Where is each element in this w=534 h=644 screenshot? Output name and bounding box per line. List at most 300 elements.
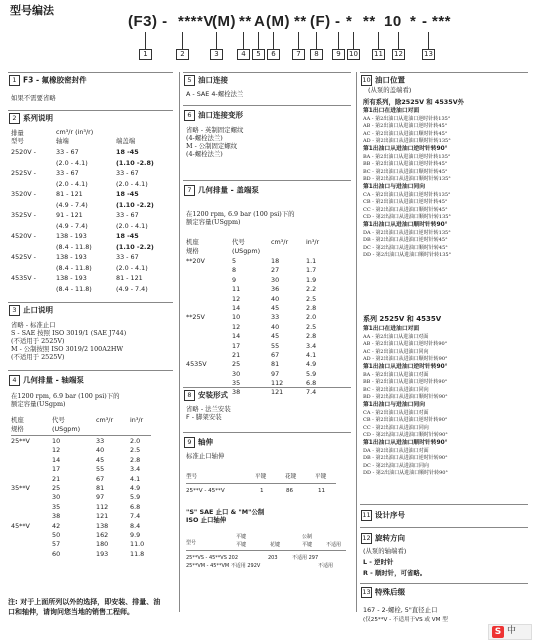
cover-end-range: 33 - 67 <box>116 169 139 177</box>
shaft-end-range: 81 - 121 <box>56 190 83 198</box>
table-cell: 10 <box>52 437 61 445</box>
table-row <box>11 531 171 540</box>
code-box: 9 <box>332 49 345 60</box>
group-heading: 第1出油口与进油口同向 <box>363 183 426 190</box>
table-cell: 5 <box>232 257 237 265</box>
table-cell: 138 <box>96 521 109 530</box>
table-cell: 67 <box>271 350 280 359</box>
table-cell: 180 <box>96 540 109 549</box>
list-item: AD - 第2出油口从进油口顺时针转90° <box>363 356 448 363</box>
group-heading: 第1出油口从进油口逆时针转90° <box>363 145 448 152</box>
table-cell: 18 <box>271 257 280 265</box>
code-part: - <box>422 13 428 30</box>
table-cell: 121 <box>96 512 109 521</box>
list-item: AA - 第2出油口从进油口逆时针转135° <box>363 115 451 122</box>
s4-hdr: (USgpm) <box>52 425 81 433</box>
table-row <box>11 159 171 170</box>
shaft-end-range: (4.9 - 7.4) <box>56 221 88 230</box>
table-cell: 45**V <box>11 521 30 530</box>
section-13-title: 13 特殊后缀 <box>362 587 405 597</box>
table-cell: 40 <box>271 294 280 303</box>
table-row <box>11 512 171 521</box>
s4-intro: 在1200 rpm, 6.9 bar (100 psi)下的 额定容量(USgpm) <box>11 392 120 408</box>
s9-cell: 86 <box>286 488 294 494</box>
table-cell: 9 <box>232 275 237 284</box>
table-row <box>11 540 171 549</box>
table-cell: 42 <box>52 521 61 530</box>
table-row <box>186 266 346 275</box>
footer-note: 注: 对于上面所列以外的选择，即安装、排量、油 口和轴伸，请询问您当地的销售工程师。 <box>8 598 161 616</box>
table-cell: 14 <box>232 332 241 341</box>
s13-lines: 167 - 2-螺栓, 5"直径止口 (仅25**V - 不适用于VS 或 VM 型 <box>363 606 448 623</box>
s5-line: A - SAE 4-螺栓法兰 <box>186 90 244 98</box>
s9-hdr: 平键 <box>315 474 327 480</box>
table-cell: 30 <box>232 369 241 378</box>
shaft-end-range: 91 - 121 <box>56 211 83 219</box>
section-11-title: 11 设计序号 <box>362 510 405 520</box>
table-row <box>11 180 171 191</box>
table-row <box>11 465 171 474</box>
group-heading: 第1出口在进油口对面 <box>363 326 420 332</box>
table-cell: 9.9 <box>130 530 141 539</box>
table-row <box>11 190 171 201</box>
table-row <box>11 211 171 222</box>
s7-hdr: cm³/r <box>271 238 289 246</box>
section-12-title: 12 旋转方向 <box>362 533 405 543</box>
shaft-end-range: (4.9 - 7.4) <box>56 200 88 209</box>
table-row <box>11 456 171 465</box>
table-cell: 3.4 <box>130 465 141 474</box>
table-cell: **25V <box>186 313 205 322</box>
list-item: BD - 第2出油口从进油口顺时针转90° <box>363 394 448 401</box>
series-model: 4535V - <box>11 274 36 282</box>
table-cell: 3.4 <box>306 341 317 350</box>
s6-lines: 省略 - 英制固定螺纹 (4-螺栓法兰) M - 公制固定螺纹 (4-螺栓法兰) <box>186 126 244 158</box>
list-item: CA - 第2出油口从进油口逆时针转135° <box>363 191 451 198</box>
table-cell: 6.8 <box>306 379 317 388</box>
list-item: CA - 第2出油口从进油口对面 <box>363 409 429 416</box>
list-item: DB - 第2出油口从进油口逆时针转45° <box>363 237 448 244</box>
table-cell: 12 <box>232 294 241 303</box>
list-item: DD - 第2出油口从进油口顺时针转90° <box>363 470 448 477</box>
shaft-end-range: (2.0 - 4.1) <box>56 158 88 167</box>
table-cell: 4.1 <box>130 474 141 483</box>
shaft-end-range: 33 - 67 <box>56 169 79 177</box>
table-cell: 21 <box>232 350 241 359</box>
list-item: CC - 第2出油口从进油口顺时针转45° <box>363 206 448 213</box>
list-item: CD - 第2出油口从进油口顺时针转90° <box>363 432 448 439</box>
table-cell: 81 <box>96 483 105 492</box>
list-item: CD - 第2出油口从进油口顺时针转135° <box>363 214 451 221</box>
table-cell: 45 <box>271 303 280 312</box>
code-part: (F) <box>310 13 331 30</box>
s9-cell: 25**VM - 45**VM 不适用 292V <box>186 563 261 569</box>
s9-sub: "S" SAE 止口 & "M"公制 ISO 止口轴伸 <box>186 508 265 524</box>
table-cell: 40 <box>96 446 105 455</box>
s8-lines: 省略 - 法兰安装 F - 脚架安装 <box>186 405 231 421</box>
list-item: BB - 第2出油口从进油口逆时针转90° <box>363 379 448 386</box>
list-item: CB - 第2出油口从进油口逆时针转45° <box>363 199 448 206</box>
table-cell: 2.0 <box>130 437 141 445</box>
table-cell: 33 <box>271 313 280 322</box>
shaft-end-range: 138 - 193 <box>56 232 87 240</box>
port-position-list-2 <box>363 326 528 478</box>
table-row <box>11 264 171 275</box>
section-9-title: 9 轴伸 <box>184 437 213 448</box>
code-part: ** <box>239 13 252 30</box>
table-row <box>186 332 346 341</box>
table-row <box>11 484 171 493</box>
group-heading: 第1出口在进油口对面 <box>363 108 420 114</box>
table-cell: 40 <box>271 322 280 331</box>
table-cell: 2.5 <box>306 322 317 331</box>
table-cell: 11 <box>232 285 241 294</box>
s1-line: 如果不需要省略 <box>11 94 56 102</box>
table-cell: 17 <box>52 465 61 474</box>
s4-hdr: in³/r <box>130 416 144 424</box>
s9-cell: 203 <box>268 555 278 561</box>
cover-end-table <box>186 257 346 398</box>
list-item: DD - 第2出油口从进油口顺时针转135° <box>363 252 452 259</box>
shaft-end-range: 138 - 193 <box>56 253 87 261</box>
table-cell: 67 <box>96 474 105 483</box>
table-cell: 55 <box>271 341 280 350</box>
table-row <box>11 243 171 254</box>
table-row <box>11 550 171 559</box>
list-item: BC - 第2出油口从进油口同向 <box>363 386 429 393</box>
cover-end-range: (1.10 -2.2) <box>116 200 154 209</box>
list-item: CC - 第2出油口从进油口同向 <box>363 424 429 431</box>
list-item: CB - 第2出油口从进油口逆时针转90° <box>363 417 448 424</box>
list-item: AD - 第2出油口从进油口顺时针转135° <box>363 138 451 145</box>
section-5-title: 5 油口连接 <box>184 75 228 86</box>
list-item: DB - 第2出油口从进油口逆时针转90° <box>363 455 448 462</box>
table-row <box>186 313 346 322</box>
table-cell: 11.0 <box>130 540 145 549</box>
code-part: (M) <box>266 13 290 30</box>
watermark-logo <box>488 624 532 640</box>
page-title: 型号编法 <box>10 4 54 17</box>
table-cell: 27 <box>271 266 280 275</box>
table-row <box>11 285 171 296</box>
table-row <box>11 148 171 159</box>
code-part: ** <box>363 13 376 30</box>
cover-end-range: 18 -45 <box>116 232 139 240</box>
code-box: 8 <box>310 49 323 60</box>
code-part: (F3) - <box>128 13 168 30</box>
table-cell: 2.5 <box>130 446 141 455</box>
table-cell: 17 <box>232 341 241 350</box>
table-cell: 193 <box>96 549 109 558</box>
table-cell: 162 <box>96 530 109 539</box>
s3-lines: 省略 - 标准止口 S - SAE 按照 ISO 3019/1 (SAE J744) (不适用于 2525V) M - 公制按照 ISO 3019/2 100A2HW (不适用于 2525V) <box>11 321 127 361</box>
code-box: 2 <box>176 49 189 60</box>
table-cell: 4.1 <box>306 350 317 359</box>
table-cell: 33 <box>96 437 105 445</box>
table-cell: 35 <box>52 502 61 511</box>
port-position-list <box>363 108 528 260</box>
table-cell: 2.0 <box>306 313 317 322</box>
table-cell: 4535V <box>186 360 207 369</box>
s2-hdr: 排量 <box>11 129 24 137</box>
code-box: 7 <box>292 49 305 60</box>
s2-hdr: cm³/r (in³/r) <box>56 128 94 136</box>
group-heading: 第1出油口从进油口顺时针转90° <box>363 439 448 446</box>
code-box: 13 <box>422 49 435 60</box>
list-item: BA - 第2出油口从进油口对面 <box>363 371 429 378</box>
s10-sub: (从泵的盖端看) <box>368 86 412 94</box>
s9-cell: 不适用 <box>318 563 334 569</box>
cover-end-range: 18 -45 <box>116 190 139 198</box>
cover-end-range: 33 - 67 <box>116 211 139 219</box>
shaft-end-range: (8.4 - 11.8) <box>56 284 92 293</box>
list-item: DC - 第2出油口从进油口同向 <box>363 462 429 469</box>
table-row <box>186 323 346 332</box>
table-cell: 97 <box>271 369 280 378</box>
cover-end-range: 18 -45 <box>116 148 139 156</box>
table-cell: 7.4 <box>306 388 317 397</box>
series-model: 4525V - <box>11 253 36 261</box>
group-heading: 第1出油口从进油口逆时针转90° <box>363 363 448 370</box>
code-part: * <box>346 13 353 30</box>
section-8-title: 8 安装形式 <box>184 390 228 401</box>
section-4-title: 4 几何排量 - 轴端泵 <box>9 375 84 386</box>
cover-end-range: (4.9 - 7.4) <box>116 284 148 293</box>
code-box: 12 <box>392 49 405 60</box>
table-cell: 21 <box>52 474 61 483</box>
table-cell: 36 <box>271 285 280 294</box>
list-item: BB - 第2出油口从进油口逆时针转45° <box>363 161 448 168</box>
s4-hdr: 代号 <box>52 416 65 424</box>
series-model: 4520V - <box>11 232 36 240</box>
s7-hdr: in³/r <box>306 238 320 246</box>
section-2-title: 2 系列说明 <box>9 113 53 124</box>
table-cell: 35**V <box>11 483 30 492</box>
s9-cell: 11 <box>318 488 326 494</box>
s9-hdr2: 平键 <box>236 534 247 540</box>
series-table <box>11 148 171 295</box>
table-cell: 25**V <box>11 437 30 445</box>
list-item: BD - 第2出油口从进油口顺时针转135° <box>363 176 451 183</box>
shaft-end-range: 33 - 67 <box>56 148 79 156</box>
table-cell: 4.9 <box>130 483 141 492</box>
table-row <box>186 276 346 285</box>
section-10-title: 10 油口位置 <box>362 75 405 85</box>
table-row <box>11 522 171 531</box>
code-part: (M) <box>212 13 236 30</box>
s9-cell: 1 <box>260 488 264 494</box>
watermark-s-icon: S <box>492 626 504 638</box>
s4-hdr: cm³/r <box>96 416 114 424</box>
code-part: A <box>254 13 266 30</box>
table-row <box>11 503 171 512</box>
s9-cell: 25**V - 45**V <box>186 488 225 494</box>
cover-end-range: 81 - 121 <box>116 274 143 282</box>
group-heading: 第1出油口从进油口顺时针转90° <box>363 221 448 228</box>
table-row <box>186 295 346 304</box>
section-3-title: 3 止口说明 <box>9 305 53 316</box>
cover-end-range: (1.10 -2.2) <box>116 242 154 251</box>
table-cell: 121 <box>271 388 284 397</box>
table-cell: 35 <box>232 379 241 388</box>
table-cell: 1.9 <box>306 275 317 284</box>
s7-hdr: 代号 <box>232 238 245 246</box>
table-cell: 5.9 <box>306 369 317 378</box>
table-row <box>11 201 171 212</box>
table-cell: 10 <box>232 313 241 322</box>
s7-hdr: 机座 <box>186 238 199 246</box>
shaft-end-table <box>11 437 171 559</box>
s9-hdr2: 型号 <box>186 540 197 546</box>
list-item: DC - 第2出油口从进油口顺时针转45° <box>363 244 448 251</box>
table-cell: 112 <box>271 379 284 388</box>
table-cell: 55 <box>96 465 105 474</box>
code-part: ** <box>294 13 307 30</box>
s9-hdr2: 不适用 <box>326 542 342 548</box>
list-item: AA - 第2出油口从进油口对面 <box>363 333 429 340</box>
table-cell: 30 <box>271 275 280 284</box>
shaft-end-range: (8.4 - 11.8) <box>56 242 92 251</box>
code-part: 10 <box>384 13 402 30</box>
table-cell: 25 <box>232 360 241 369</box>
table-cell: 2.8 <box>130 455 141 464</box>
table-cell: 60 <box>52 549 61 558</box>
code-box: 4 <box>237 49 250 60</box>
shaft-end-range: 138 - 193 <box>56 274 87 282</box>
table-cell: 2.5 <box>306 294 317 303</box>
s4-hdr: 规格 <box>11 425 24 433</box>
table-cell: 25 <box>52 483 61 492</box>
table-row <box>11 232 171 243</box>
code-part: *** <box>432 13 452 30</box>
table-row <box>186 370 346 379</box>
table-row <box>186 304 346 313</box>
table-cell: 112 <box>96 502 109 511</box>
list-item: AB - 第2出油口从进油口逆时针转45° <box>363 123 448 130</box>
table-cell: 45 <box>96 455 105 464</box>
table-row <box>186 360 346 369</box>
watermark-text: 中 <box>507 626 517 636</box>
section-6-title: 6 油口连接变形 <box>184 110 243 121</box>
s9-hdr: 平键 <box>255 474 267 480</box>
code-part: * <box>410 13 417 30</box>
list-item: AC - 第2出油口从进油口顺时针转45° <box>363 130 448 137</box>
s9-hdr: 花键 <box>285 474 297 480</box>
table-cell: 2.8 <box>306 332 317 341</box>
cover-end-range: 33 - 67 <box>116 253 139 261</box>
s9-hdr: 型号 <box>186 474 198 480</box>
s7-hdr: 规格 <box>186 247 199 255</box>
section-1-title: 1 F3 - 氟橡胶密封件 <box>9 75 87 86</box>
table-row <box>186 351 346 360</box>
s2-hdr: 端盖端 <box>116 137 136 145</box>
table-cell: 45 <box>271 332 280 341</box>
table-cell: 50 <box>52 530 61 539</box>
s9-cell: 不适用 297 <box>292 555 319 561</box>
s12-lines: (从泵的轴端看) L - 逆时针 R - 顺时针，可省略。 <box>363 547 427 577</box>
list-item: AB - 第2出油口从进油口逆时针转90° <box>363 341 448 348</box>
table-cell: 7.4 <box>130 512 141 521</box>
table-cell: 97 <box>96 493 105 502</box>
table-row <box>11 493 171 502</box>
s10-sub2: 系列 2525V 和 4535V <box>363 315 442 323</box>
code-box: 6 <box>267 49 280 60</box>
table-cell: 12 <box>232 322 241 331</box>
cover-end-range: (1.10 -2.8) <box>116 158 154 167</box>
table-row <box>11 437 171 446</box>
list-item: DA - 第2出油口从进油口对面 <box>363 447 429 454</box>
code-box: 5 <box>252 49 265 60</box>
cover-end-range: (2.0 - 4.1) <box>116 221 148 230</box>
series-model: 3520V - <box>11 190 36 198</box>
table-cell: 38 <box>232 388 241 397</box>
s7-hdr: (USgpm) <box>232 247 261 255</box>
table-row <box>11 253 171 264</box>
code-box: 3 <box>210 49 223 60</box>
shaft-end-range: (8.4 - 11.8) <box>56 263 92 272</box>
table-cell: 4.9 <box>306 360 317 369</box>
s9-hdr2: 花键 <box>270 542 281 548</box>
table-cell: **20V <box>186 257 205 265</box>
code-part: - <box>335 13 341 30</box>
table-cell: 2.8 <box>306 303 317 312</box>
table-cell: 2.2 <box>306 285 317 294</box>
code-box: 1 <box>139 49 152 60</box>
table-cell: 8.4 <box>130 521 141 530</box>
series-model: 2525V - <box>11 169 36 177</box>
table-row <box>11 446 171 455</box>
list-item: BA - 第2出油口从进油口逆时针转135° <box>363 153 451 160</box>
table-row <box>11 274 171 285</box>
series-model: 2520V - <box>11 148 36 156</box>
table-row <box>186 342 346 351</box>
table-cell: 1.1 <box>306 257 317 265</box>
table-cell: 81 <box>271 360 280 369</box>
s9-intro: 标准止口轴伸 <box>186 452 225 460</box>
table-cell: 14 <box>52 455 61 464</box>
table-row <box>11 475 171 484</box>
table-row <box>11 169 171 180</box>
table-cell: 8 <box>232 266 237 275</box>
table-cell: 5.9 <box>130 493 141 502</box>
table-cell: 30 <box>52 493 61 502</box>
table-cell: 38 <box>52 512 61 521</box>
list-item: BC - 第2出油口从进油口顺时针转45° <box>363 168 448 175</box>
group-heading: 第1出油口与进油口同向 <box>363 401 426 408</box>
code-box: 11 <box>372 49 385 60</box>
table-row <box>186 285 346 294</box>
series-model: 3525V - <box>11 211 36 219</box>
s9-hdr2: 平键 <box>302 542 313 548</box>
table-cell: 14 <box>232 303 241 312</box>
list-item: AC - 第2出油口从进油口同向 <box>363 348 429 355</box>
code-box: 10 <box>347 49 360 60</box>
table-row <box>186 257 346 266</box>
table-cell: 12 <box>52 446 61 455</box>
s9-hdr2: 平键 <box>236 542 247 548</box>
table-cell: 11.8 <box>130 549 145 558</box>
s10-sub: 所有系列，除2525V 和 4535V外 <box>363 98 465 106</box>
s4-hdr: 机座 <box>11 416 24 424</box>
table-row <box>11 222 171 233</box>
s9-cell: 25**VS - 45**VS 202 <box>186 555 239 561</box>
s7-intro: 在1200 rpm, 6.9 bar (100 psi)下的 额定容量(USgpm) <box>186 210 295 226</box>
shaft-end-range: (2.0 - 4.1) <box>56 179 88 188</box>
s2-hdr: 型号 <box>11 137 24 145</box>
s9-hdr2: 公制 <box>302 534 313 540</box>
cover-end-range: (2.0 - 4.1) <box>116 179 148 188</box>
table-cell: 6.8 <box>130 502 141 511</box>
